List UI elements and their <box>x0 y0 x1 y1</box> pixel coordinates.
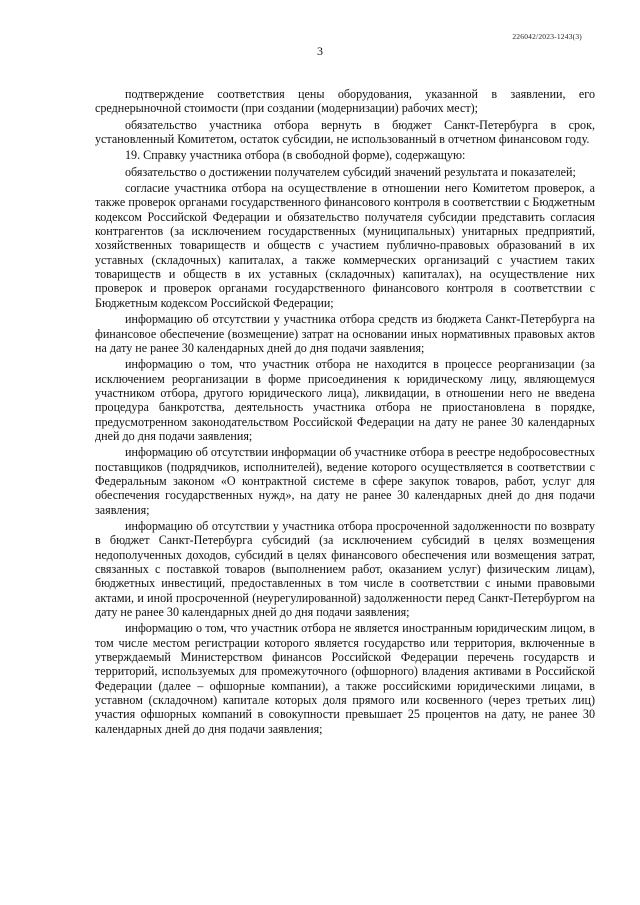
document-registration-number: 226042/2023-1243(3) <box>512 32 582 41</box>
paragraph-no-unscrupulous-registry: информацию об отсутствии информации об участнике отбора в реестре недобросовестных поставщиков (подрядчиков, исполнителей), ведение которого осуществляется в соответствии с Федеральным законом «О контрактной системе в сфере закупок товаров, работ, услуг для обеспечения государственных нужд», на дату не ранее 30 календарных дней до дня подачи заявления; <box>95 445 595 517</box>
paragraph-no-budget-funds: информацию об отсутствии у участника отбора средств из бюджета Санкт-Петербурга на финансовое обеспечение (возмещение) затрат на основании иных нормативных правовых актов на дату не ранее 30 календарных дней до дня подачи заявления; <box>95 312 595 355</box>
paragraph-return-obligation: обязательство участника отбора вернуть в бюджет Санкт-Петербурга в срок, установленный Комитетом, остаток субсидии, не использованный в отчетном финансовом году. <box>95 117 595 147</box>
paragraph-no-overdue-debt: информацию об отсутствии у участника отбора просроченной задолженности по возврату в бюджет Санкт-Петербурга субсидий (за исключением субсидий в целях возмещения недополученных доходов, субсидий в целях финансового обеспечения или возмещения затрат, связанных с поставкой товаров (выполнением работ, оказанием услуг) физическим лицам), бюджетных инвестиций, предоставленных в том числе в соответствии с иными правовыми актами, и иной просроченной (неурегулированной) задолженности перед Санкт-Петербургом на дату не ранее 30 календарных дней до дня подачи заявления; <box>95 518 595 620</box>
page-number: 3 <box>317 44 323 58</box>
paragraph-not-foreign-entity: информацию о том, что участник отбора не является иностранным юридическим лицом, в том числе местом регистрации которого является государство или территория, включенные в утверждаемый Министерством финансов Российской Федерации перечень государств и территорий, используемых для промежуточного (офшорного) владения активами в Российской Федерации (далее – офшорные компании), а также российскими юридическими лицами, в уставном (складочном) капитале которых доля прямого или косвенного (через третьих лиц) участия офшорных компаний в совокупности превышает 25 процентов на дату, не ранее 30 календарных дней до дня подачи заявления; <box>95 621 595 736</box>
paragraph-results-obligation: обязательство о достижении получателем субсидий значений результата и показателей; <box>125 164 576 179</box>
document-body <box>95 87 595 736</box>
paragraph-inspection-consent: согласие участника отбора на осуществление в отношении него Комитетом проверок, а также проверок органами государственного финансового контроля в соответствии с Бюджетным кодексом Российской Федерации и обязательство получателя субсидии представить согласия контрагентов (за исключением государственных (муниципальных) унитарных предприятий, хозяйственных товариществ и обществ с участием публично-правовых образований в их уставных (складочных) капиталах, а также коммерческих организаций с участием таких товариществ и обществ в их уставных (складочных) капиталах), на осуществление них проверок и проверок органами государственного финансового контроля в соответствии с Бюджетным кодексом Российской Федерации; <box>95 181 595 310</box>
paragraph-price-confirmation: подтверждение соответствия цены оборудования, указанной в заявлении, его среднерыночной стоимости (при создании (модернизации) рабочих мест); <box>95 87 595 116</box>
paragraph-no-reorganization: информацию о том, что участник отбора не находится в процессе реорганизации (за исключением реорганизации в форме присоединения к юридическому лицу, являющемуся участником отбора, другого юридического лица), ликвидации, в отношении него не введена процедура банкротства, деятельность участника отбора не приостановлена в порядке, предусмотренном законодательством Российской Федерации на дату не ранее 30 календарных дней до дня подачи заявления; <box>95 357 595 443</box>
paragraph-section-19-heading: 19. Справку участника отбора (в свободной форме), содержащую: <box>125 148 466 163</box>
